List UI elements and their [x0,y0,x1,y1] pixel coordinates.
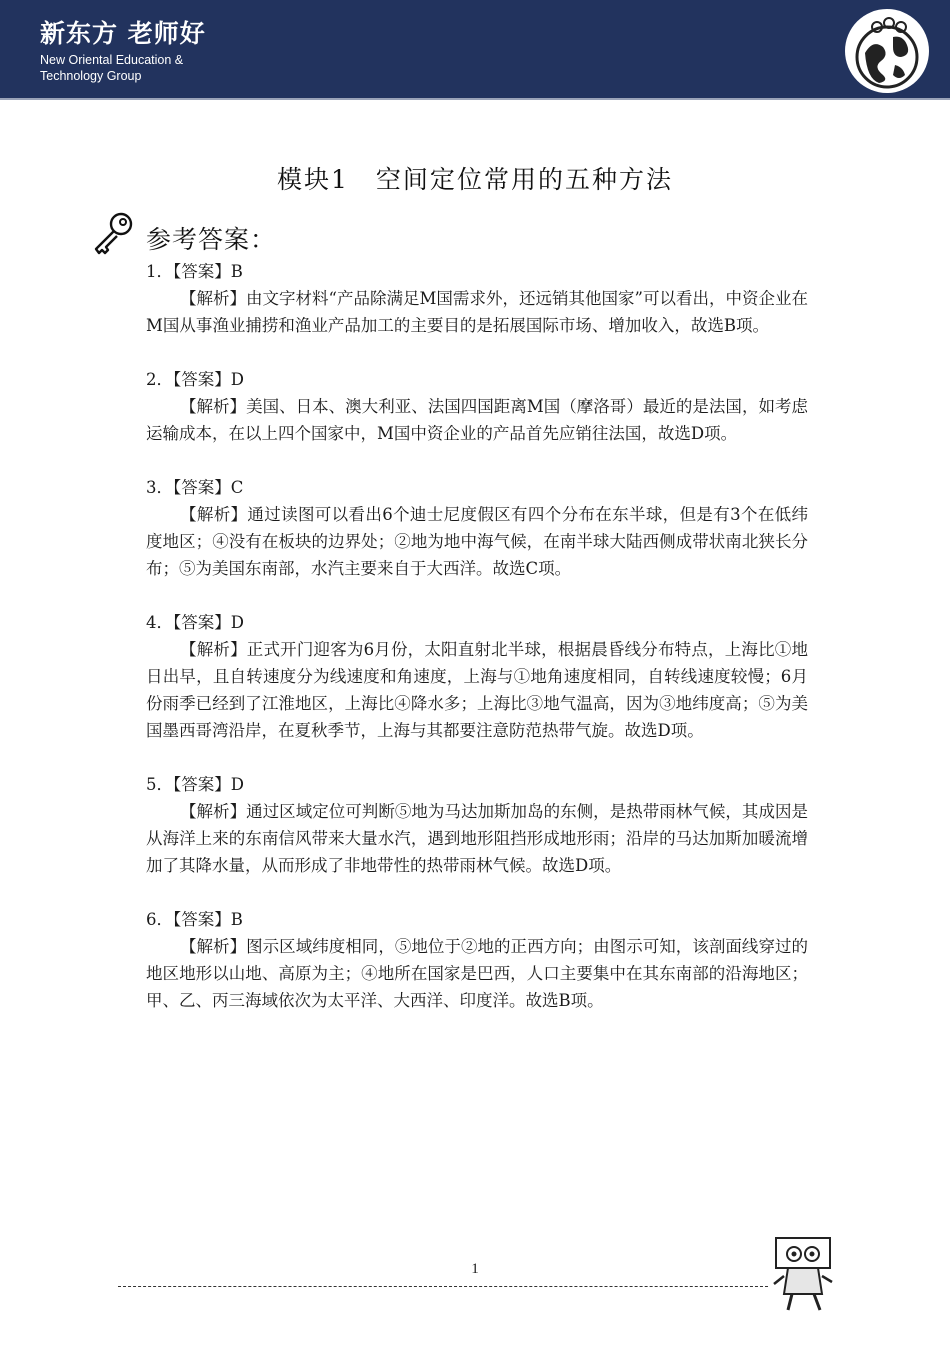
answer-item [146,609,808,744]
reading-mascot-icon [770,1232,836,1314]
answer-explanation: 【解析】正式开门迎客为6月份，太阳直射北半球，根据晨昏线分布特点，上海比①地日出早，且自转速度分为线速度和角速度，上海与①地角速度相同，自转线速度较慢；6月份雨季已经到了江淮地区，上海比④降水多；上海比③地气温高，因为③地纬度高；⑤为美国墨西哥湾沿岸，在夏秋季节，上海与其都要注意防范热带气旋。故选D项。 [146,640,808,740]
answer-item [146,366,808,447]
footer-divider [118,1286,768,1287]
key-icon [90,210,136,256]
answer-explanation: 【解析】图示区域纬度相同，⑤地位于②地的正西方向；由图示可知，该剖面线穿过的地区地形以山地、高原为主；④地所在国家是巴西，人口主要集中在其东南部的沿海地区；甲、乙、丙三海域依次为太平洋、大西洋、印度洋。故选B项。 [146,937,808,1010]
brand-name: 新东方 老师好 [40,19,206,48]
answer-head: 5．【答案】D [146,775,244,794]
answer-head: 2．【答案】D [146,370,244,389]
answer-head: 4．【答案】D [146,613,244,632]
answer-item [146,771,808,879]
answer-head: 1．【答案】B [146,262,243,281]
answers-list [146,258,808,1041]
answer-explanation: 【解析】通过读图可以看出6个迪士尼度假区有四个分布在东半球，但是有3个在低纬度地区；④没有在板块的边界处；②地为地中海气候，在南半球大陆西侧成带状南北狭长分布；⑤为美国东南部，水汽主要来自于大西洋。故选C项。 [146,505,808,578]
header-bar [0,0,950,100]
answer-item [146,258,808,339]
answer-explanation: 【解析】美国、日本、澳大利亚、法国四国距离M国（摩洛哥）最近的是法国，如考虑运输成本，在以上四个国家中，M国中资企业的产品首先应销往法国，故选D项。 [146,397,808,443]
answer-explanation: 【解析】通过区域定位可判断⑤地为马达加斯加岛的东侧，是热带雨林气候，其成因是从海洋上来的东南信风带来大量水汽，遇到地形阻挡形成地形雨；沿岸的马达加斯加暖流增加了其降水量，从而形成了非地带性的热带雨林气候。故选D项。 [146,802,808,875]
answer-head: 3．【答案】C [146,478,244,497]
answer-head: 6．【答案】B [146,910,243,929]
answer-explanation: 【解析】由文字材料“产品除满足M国需求外，还远销其他国家”可以看出，中资企业在M国从事渔业捕捞和渔业产品加工的主要目的是拓展国际市场、增加收入，故选B项。 [146,289,808,335]
globe-mascot-icon [843,7,931,95]
brand-subtitle: New Oriental Education & Technology Group [40,53,184,83]
page-number: 1 [471,1261,479,1277]
answer-item [146,906,808,1014]
page-title: 模块1 空间定位常用的五种方法 [277,165,673,194]
answers-heading: 参考答案： [146,225,277,254]
answer-item [146,474,808,582]
